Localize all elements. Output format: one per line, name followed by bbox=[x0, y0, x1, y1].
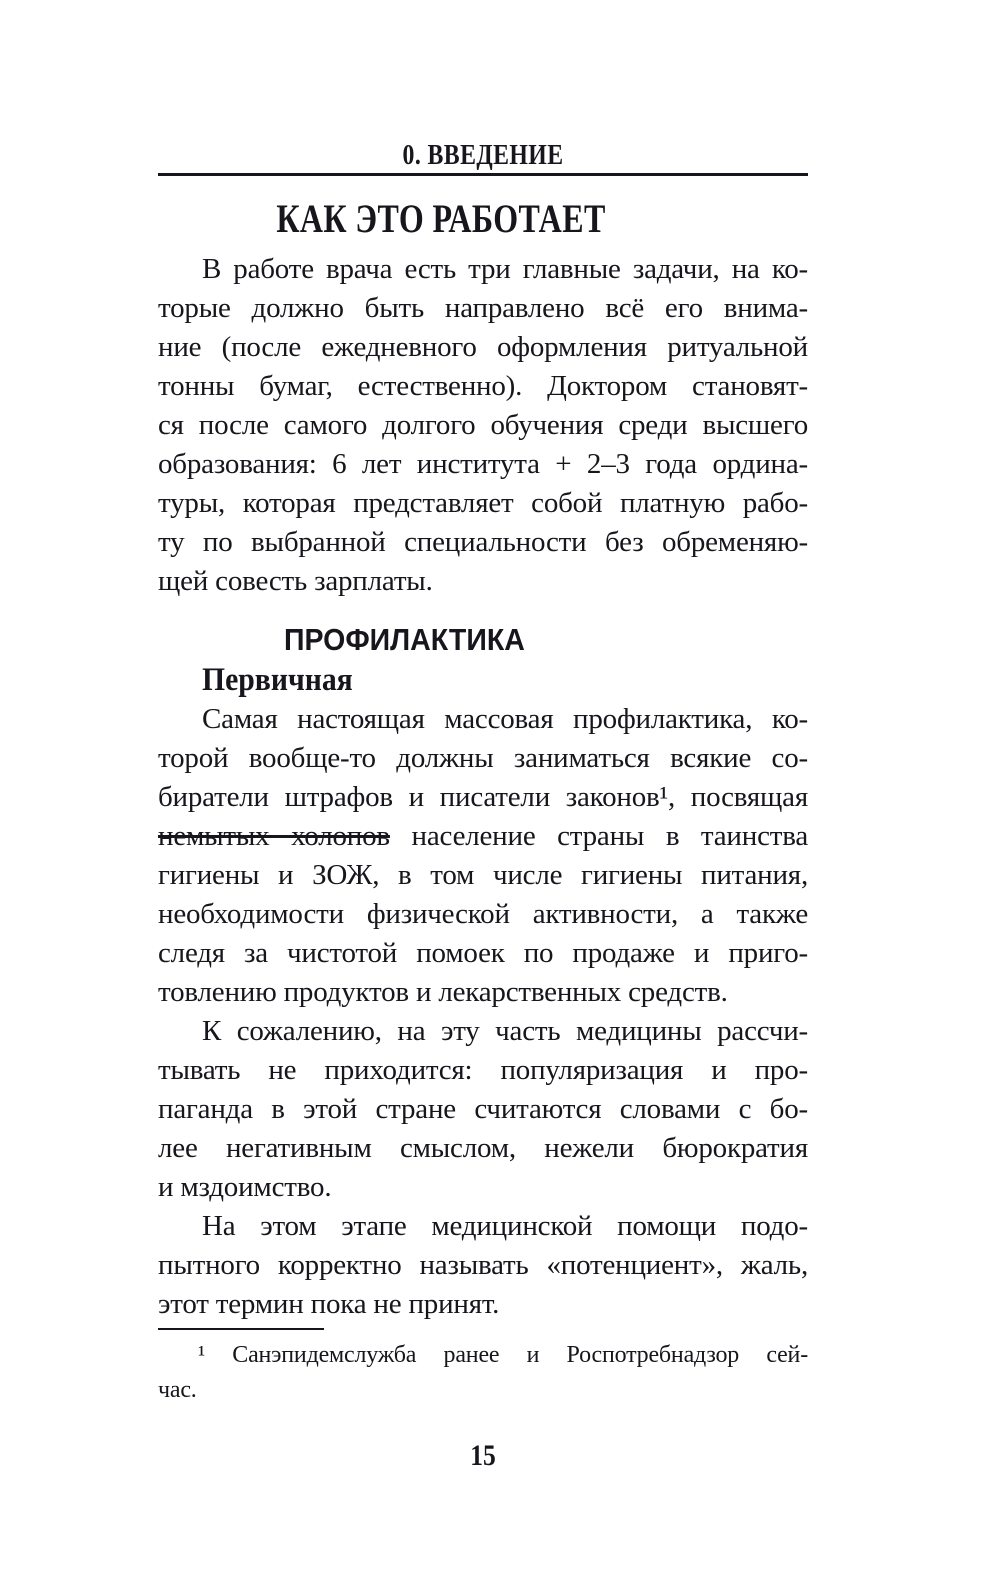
text-line: этот термин пока не принят. bbox=[158, 1288, 500, 1320]
text-line: пытного корректно называть «потенциент», жаль, bbox=[158, 1249, 808, 1281]
subsection-heading: Первичная bbox=[202, 662, 353, 698]
text-line: следя за чистотой помоек по продаже и приго- bbox=[158, 937, 808, 969]
text-line: и мздоимство. bbox=[158, 1171, 332, 1203]
prevention-paragraph-2 bbox=[158, 1012, 808, 1207]
text-line: туры, которая представляет собой платную рабо- bbox=[158, 487, 808, 519]
text-line: На этом этапе медицинской помощи подо- bbox=[202, 1210, 808, 1242]
text-line: необходимости физической активности, а также bbox=[158, 898, 808, 930]
text-line: товлению продуктов и лекарственных средств. bbox=[158, 976, 728, 1008]
chapter-title: КАК ЭТО РАБОТАЕТ bbox=[276, 196, 606, 241]
prevention-paragraph-1 bbox=[158, 700, 808, 1012]
text-line: торой вообще-то должны заниматься всякие со- bbox=[158, 742, 808, 774]
text-line: В работе врача есть три главные задачи, на ко- bbox=[202, 253, 808, 285]
page-number: 15 bbox=[470, 1439, 496, 1472]
footnote bbox=[158, 1338, 808, 1408]
text-line: образования: 6 лет института + 2–3 года ордина- bbox=[158, 448, 808, 480]
text-line: паганда в этой стране считаются словами с бо- bbox=[158, 1093, 808, 1125]
text-line: гигиены и ЗОЖ, в том числе гигиены питания, bbox=[158, 859, 808, 891]
text-line-with-strikethrough bbox=[158, 817, 808, 856]
text-line: тонны бумаг, естественно). Доктором становят- bbox=[158, 370, 808, 402]
text-line: лее негативным смыслом, нежели бюрократия bbox=[158, 1132, 808, 1164]
footnote-separator bbox=[158, 1328, 324, 1330]
section-heading: ПРОФИЛАКТИКА bbox=[284, 622, 525, 657]
text-line: торые должно быть направлено всё его внима- bbox=[158, 292, 808, 324]
strikethrough-text: немытых холопов bbox=[158, 820, 390, 852]
footnote-line: ¹ Санэпидемслужба ранее и Роспотребнадзор сей- bbox=[198, 1342, 808, 1368]
intro-paragraph bbox=[158, 250, 808, 601]
text-line: ние (после ежедневного оформления ритуальной bbox=[158, 331, 808, 363]
text-line: тывать не приходится: популяризация и про- bbox=[158, 1054, 808, 1086]
text-line: ся после самого долгого обучения среди высшего bbox=[158, 409, 808, 441]
header-rule bbox=[158, 173, 808, 176]
running-header: 0. ВВЕДЕНИЕ bbox=[402, 139, 564, 171]
text-line: ту по выбранной специальности без обременяю- bbox=[158, 526, 808, 558]
text-line: К сожалению, на эту часть медицины рассчи- bbox=[202, 1015, 808, 1047]
text-segment: население страны в таинства bbox=[389, 820, 808, 852]
text-line: Самая настоящая массовая профилактика, ко- bbox=[202, 703, 808, 735]
text-line: щей совесть зарплаты. bbox=[158, 565, 433, 597]
text-line: биратели штрафов и писатели законов¹, посвящая bbox=[158, 781, 808, 813]
prevention-paragraph-3 bbox=[158, 1207, 808, 1324]
footnote-line: час. bbox=[158, 1377, 197, 1403]
